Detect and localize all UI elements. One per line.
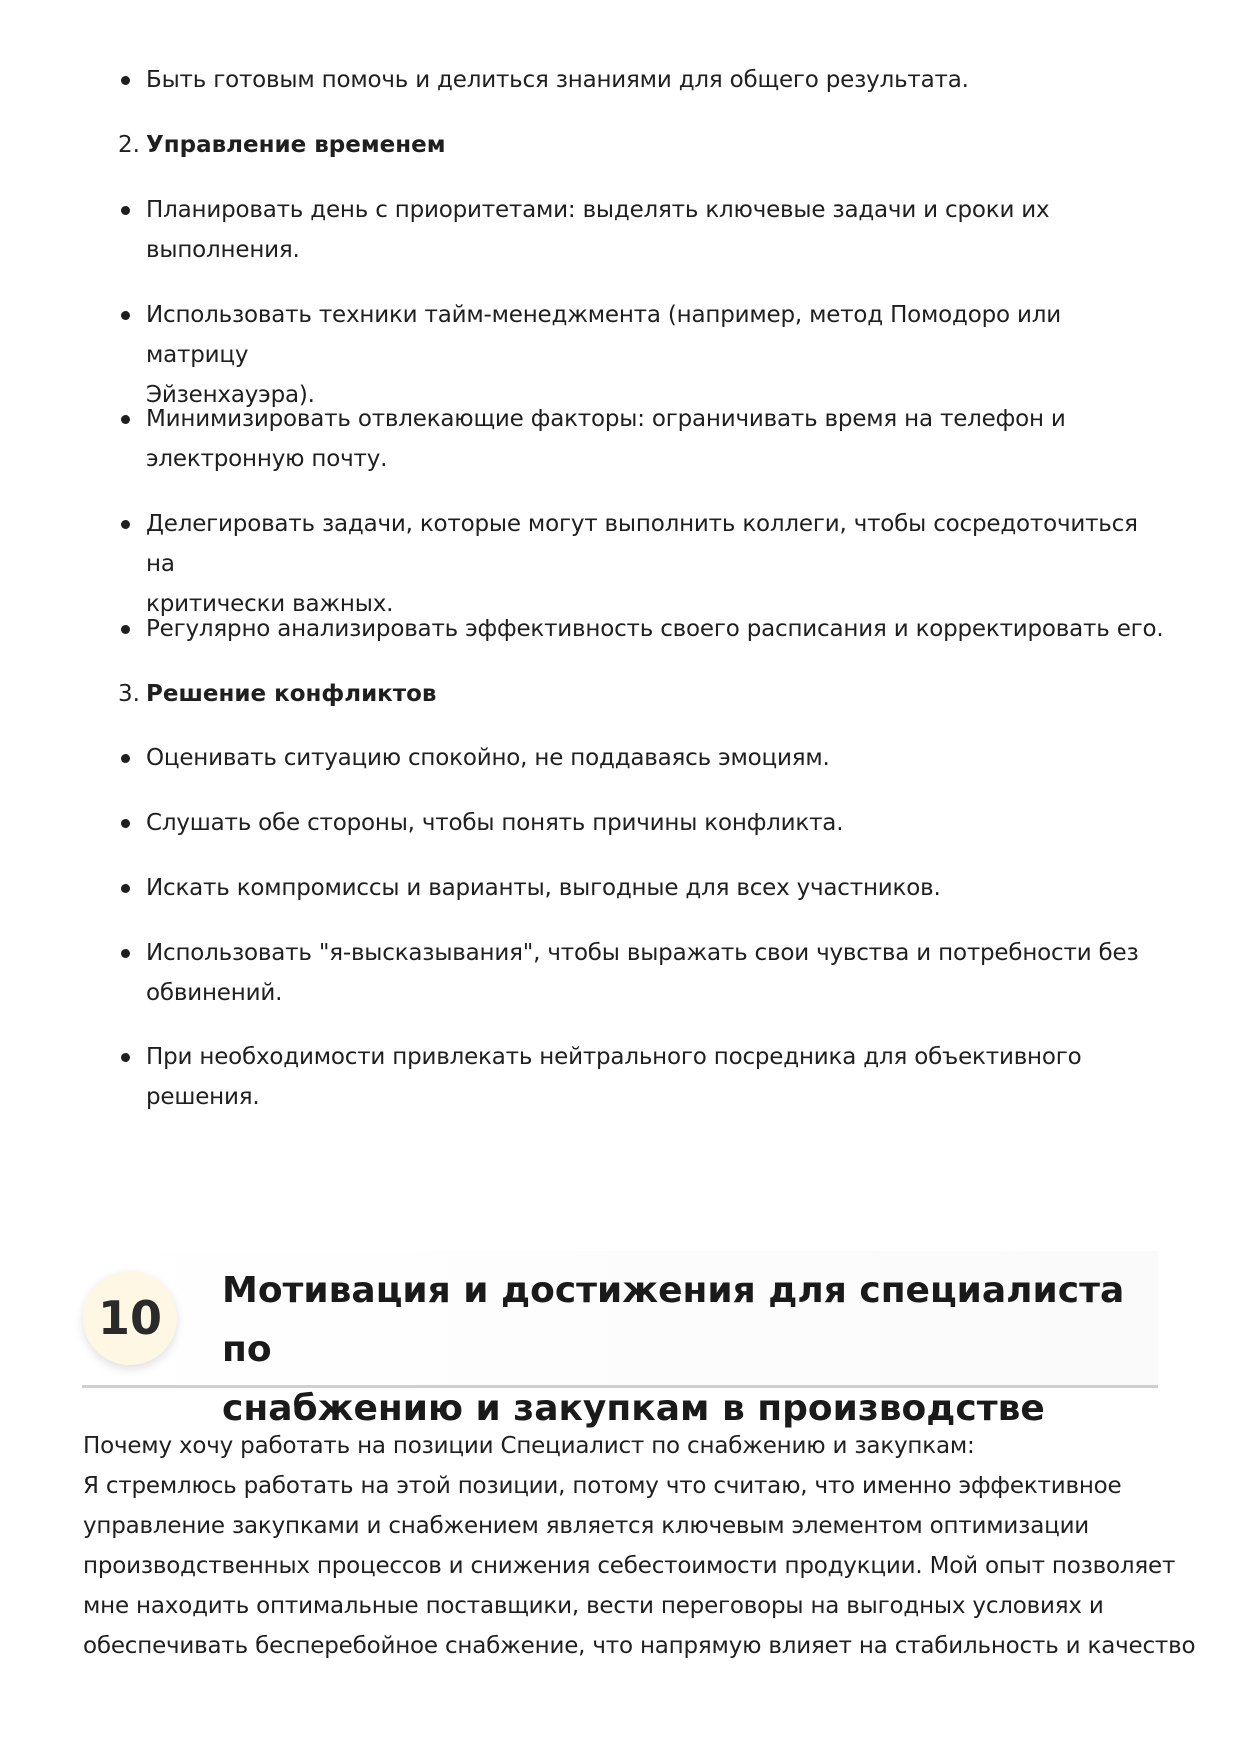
list-item-text: Регулярно анализировать эффективность своего расписания и корректировать его.: [146, 616, 1164, 642]
bullet-icon: [121, 625, 130, 634]
list-title: Управление временем: [146, 132, 446, 158]
list-item-text: Планировать день с приоритетами: выделять ключевые задачи и сроки их выполнения.: [146, 197, 1050, 263]
paragraph-line: обеспечивать бесперебойное снабжение, что напрямую влияет на стабильность и качество: [83, 1633, 1196, 1659]
paragraph-line: мне находить оптимальные поставщики, вести переговоры на выгодных условиях и: [83, 1593, 1104, 1619]
bullet-icon: [121, 884, 130, 893]
list-item-text: Искать компромиссы и варианты, выгодные для всех участников.: [146, 875, 941, 901]
list-item-text: Слушать обе стороны, чтобы понять причины конфликта.: [146, 810, 844, 836]
list-item: [146, 868, 1166, 908]
bullet-icon: [121, 949, 130, 958]
list-item: [146, 295, 1166, 415]
bullet-icon: [121, 415, 130, 424]
list-item: [146, 399, 1166, 479]
numbered-heading-time-management: [118, 125, 446, 165]
list-number: 3.: [118, 681, 140, 707]
bullet-icon: [121, 1053, 130, 1062]
list-item: [146, 190, 1166, 270]
paragraph-line: управление закупками и снабжением является ключевым элементом оптимизации: [83, 1513, 1090, 1539]
list-item: [146, 738, 1166, 778]
paragraph-line: производственных процессов и снижения себестоимости продукции. Мой опыт позволяет: [83, 1553, 1176, 1579]
list-item: [146, 609, 1166, 649]
list-item-text: Оценивать ситуацию спокойно, не поддаваясь эмоциям.: [146, 745, 830, 771]
paragraph-line: Я стремлюсь работать на этой позиции, потому что считаю, что именно эффективное: [83, 1473, 1122, 1499]
bullet-icon: [121, 754, 130, 763]
list-item: [146, 504, 1166, 624]
list-number: 2.: [118, 132, 140, 158]
list-item: [146, 933, 1166, 1013]
list-item: [146, 1037, 1166, 1117]
list-item-text: Минимизировать отвлекающие факторы: ограничивать время на телефон и электронную почту.: [146, 406, 1066, 472]
motivation-paragraph: [83, 1426, 1196, 1666]
bullet-icon: [121, 206, 130, 215]
list-item-text: Использовать техники тайм-менеджмента (например, метод Помодоро или матрицу Эйзенхауэра).: [146, 302, 1062, 408]
section-header: [82, 1251, 1158, 1429]
list-item: [146, 60, 1166, 100]
section-number-badge: 10: [83, 1271, 177, 1365]
bullet-icon: [121, 311, 130, 320]
list-item-text: Быть готовым помочь и делиться знаниями для общего результата.: [146, 67, 969, 93]
list-item-text: Делегировать задачи, которые могут выполнить коллеги, чтобы сосредоточиться на критически важных.: [146, 511, 1138, 617]
section-title: Мотивация и достижения для специалиста по снабжению и закупкам в производстве: [222, 1270, 1125, 1429]
list-item-text: Использовать "я-высказывания", чтобы выражать свои чувства и потребности без обвинений.: [146, 940, 1139, 1006]
bullet-icon: [121, 520, 130, 529]
paragraph-line: Почему хочу работать на позиции Специалист по снабжению и закупкам:: [83, 1433, 975, 1459]
numbered-heading-conflict-resolution: [118, 674, 436, 714]
bullet-icon: [121, 819, 130, 828]
list-item-text: При необходимости привлекать нейтрального посредника для объективного решения.: [146, 1044, 1082, 1110]
list-item: [146, 803, 1166, 843]
bullet-icon: [121, 76, 130, 85]
list-title: Решение конфликтов: [146, 681, 437, 707]
